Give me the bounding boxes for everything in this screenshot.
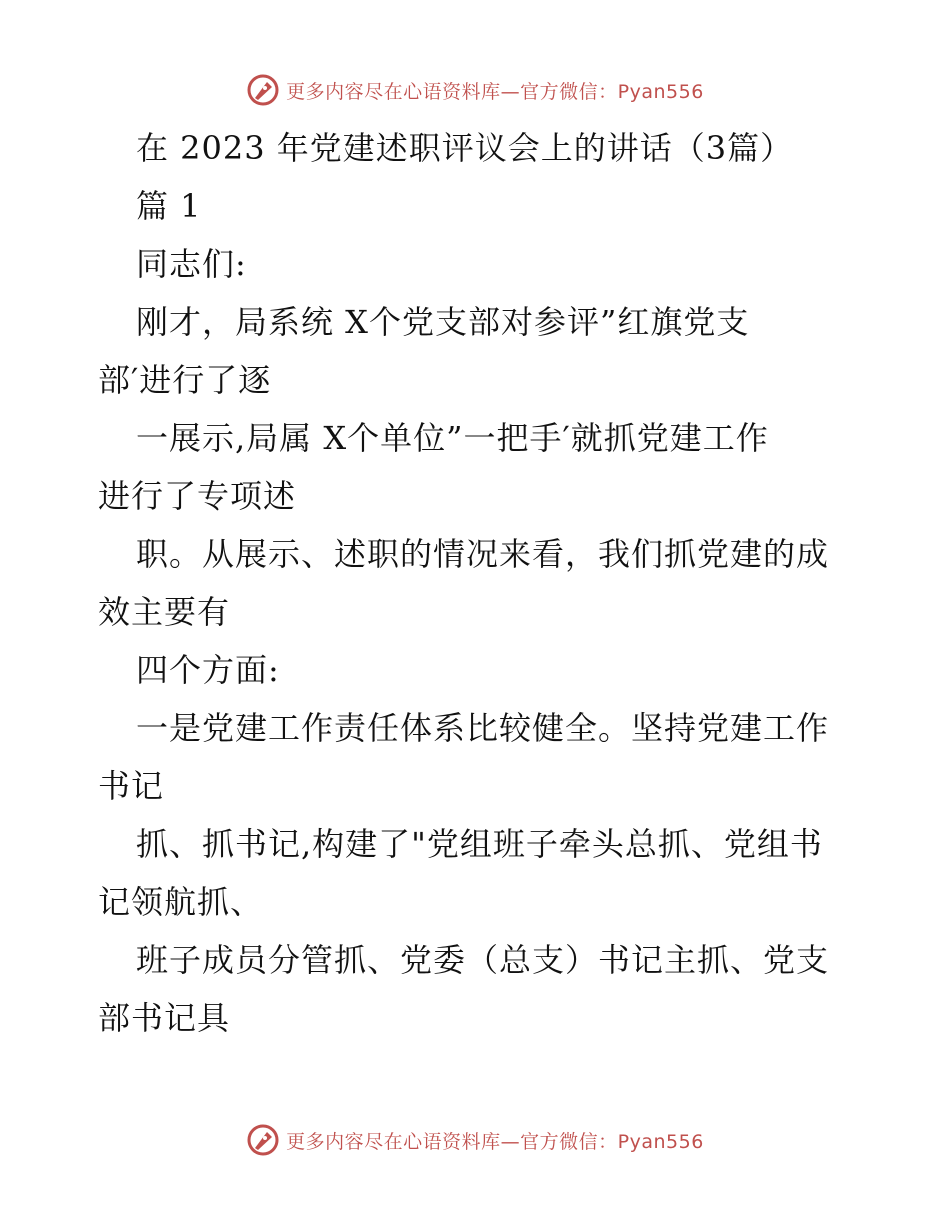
paragraph-line: 一是党建工作责任体系比较健全。坚持党建工作 [136,709,830,747]
header-banner [0,70,950,110]
paragraph-line: 书记 [98,767,165,805]
paragraph-line: 效主要有 [98,593,231,631]
paragraph-line: 抓、抓书记,构建了"党组班子牵头总抓、党组书 [136,825,823,863]
paragraph-line: 职。从展示、述职的情况来看，我们抓党建的成 [136,535,830,573]
paragraph-line: 部′进行了逐 [98,361,272,399]
pen-nib-logo-icon [246,1123,280,1157]
paragraph-line: 四个方面: [136,651,280,689]
paragraph-line: 一展示,局属 X个单位”一把手′就抓党建工作 [136,419,769,457]
paragraph-line: 班子成员分管抓、党委（总支）书记主抓、党支 [136,941,830,979]
paragraph-line: 部书记具 [98,999,231,1037]
pen-nib-logo-icon [246,73,280,107]
section-heading: 篇 1 [136,187,202,225]
footer-banner-text: 更多内容尽在心语资料库—官方微信：Pyan556 [286,1130,704,1153]
salutation: 同志们: [136,245,247,283]
paragraph-line: 刚才，局系统 X个党支部对参评”红旗党支 [136,303,750,341]
header-banner-text: 更多内容尽在心语资料库—官方微信：Pyan556 [286,80,704,103]
paragraph-line: 进行了专项述 [98,477,297,515]
paragraph-line: 记领航抓、 [98,883,264,921]
footer-banner [0,1120,950,1160]
document-title: 在 2023 年党建述职评议会上的讲话（3篇） [136,129,794,167]
